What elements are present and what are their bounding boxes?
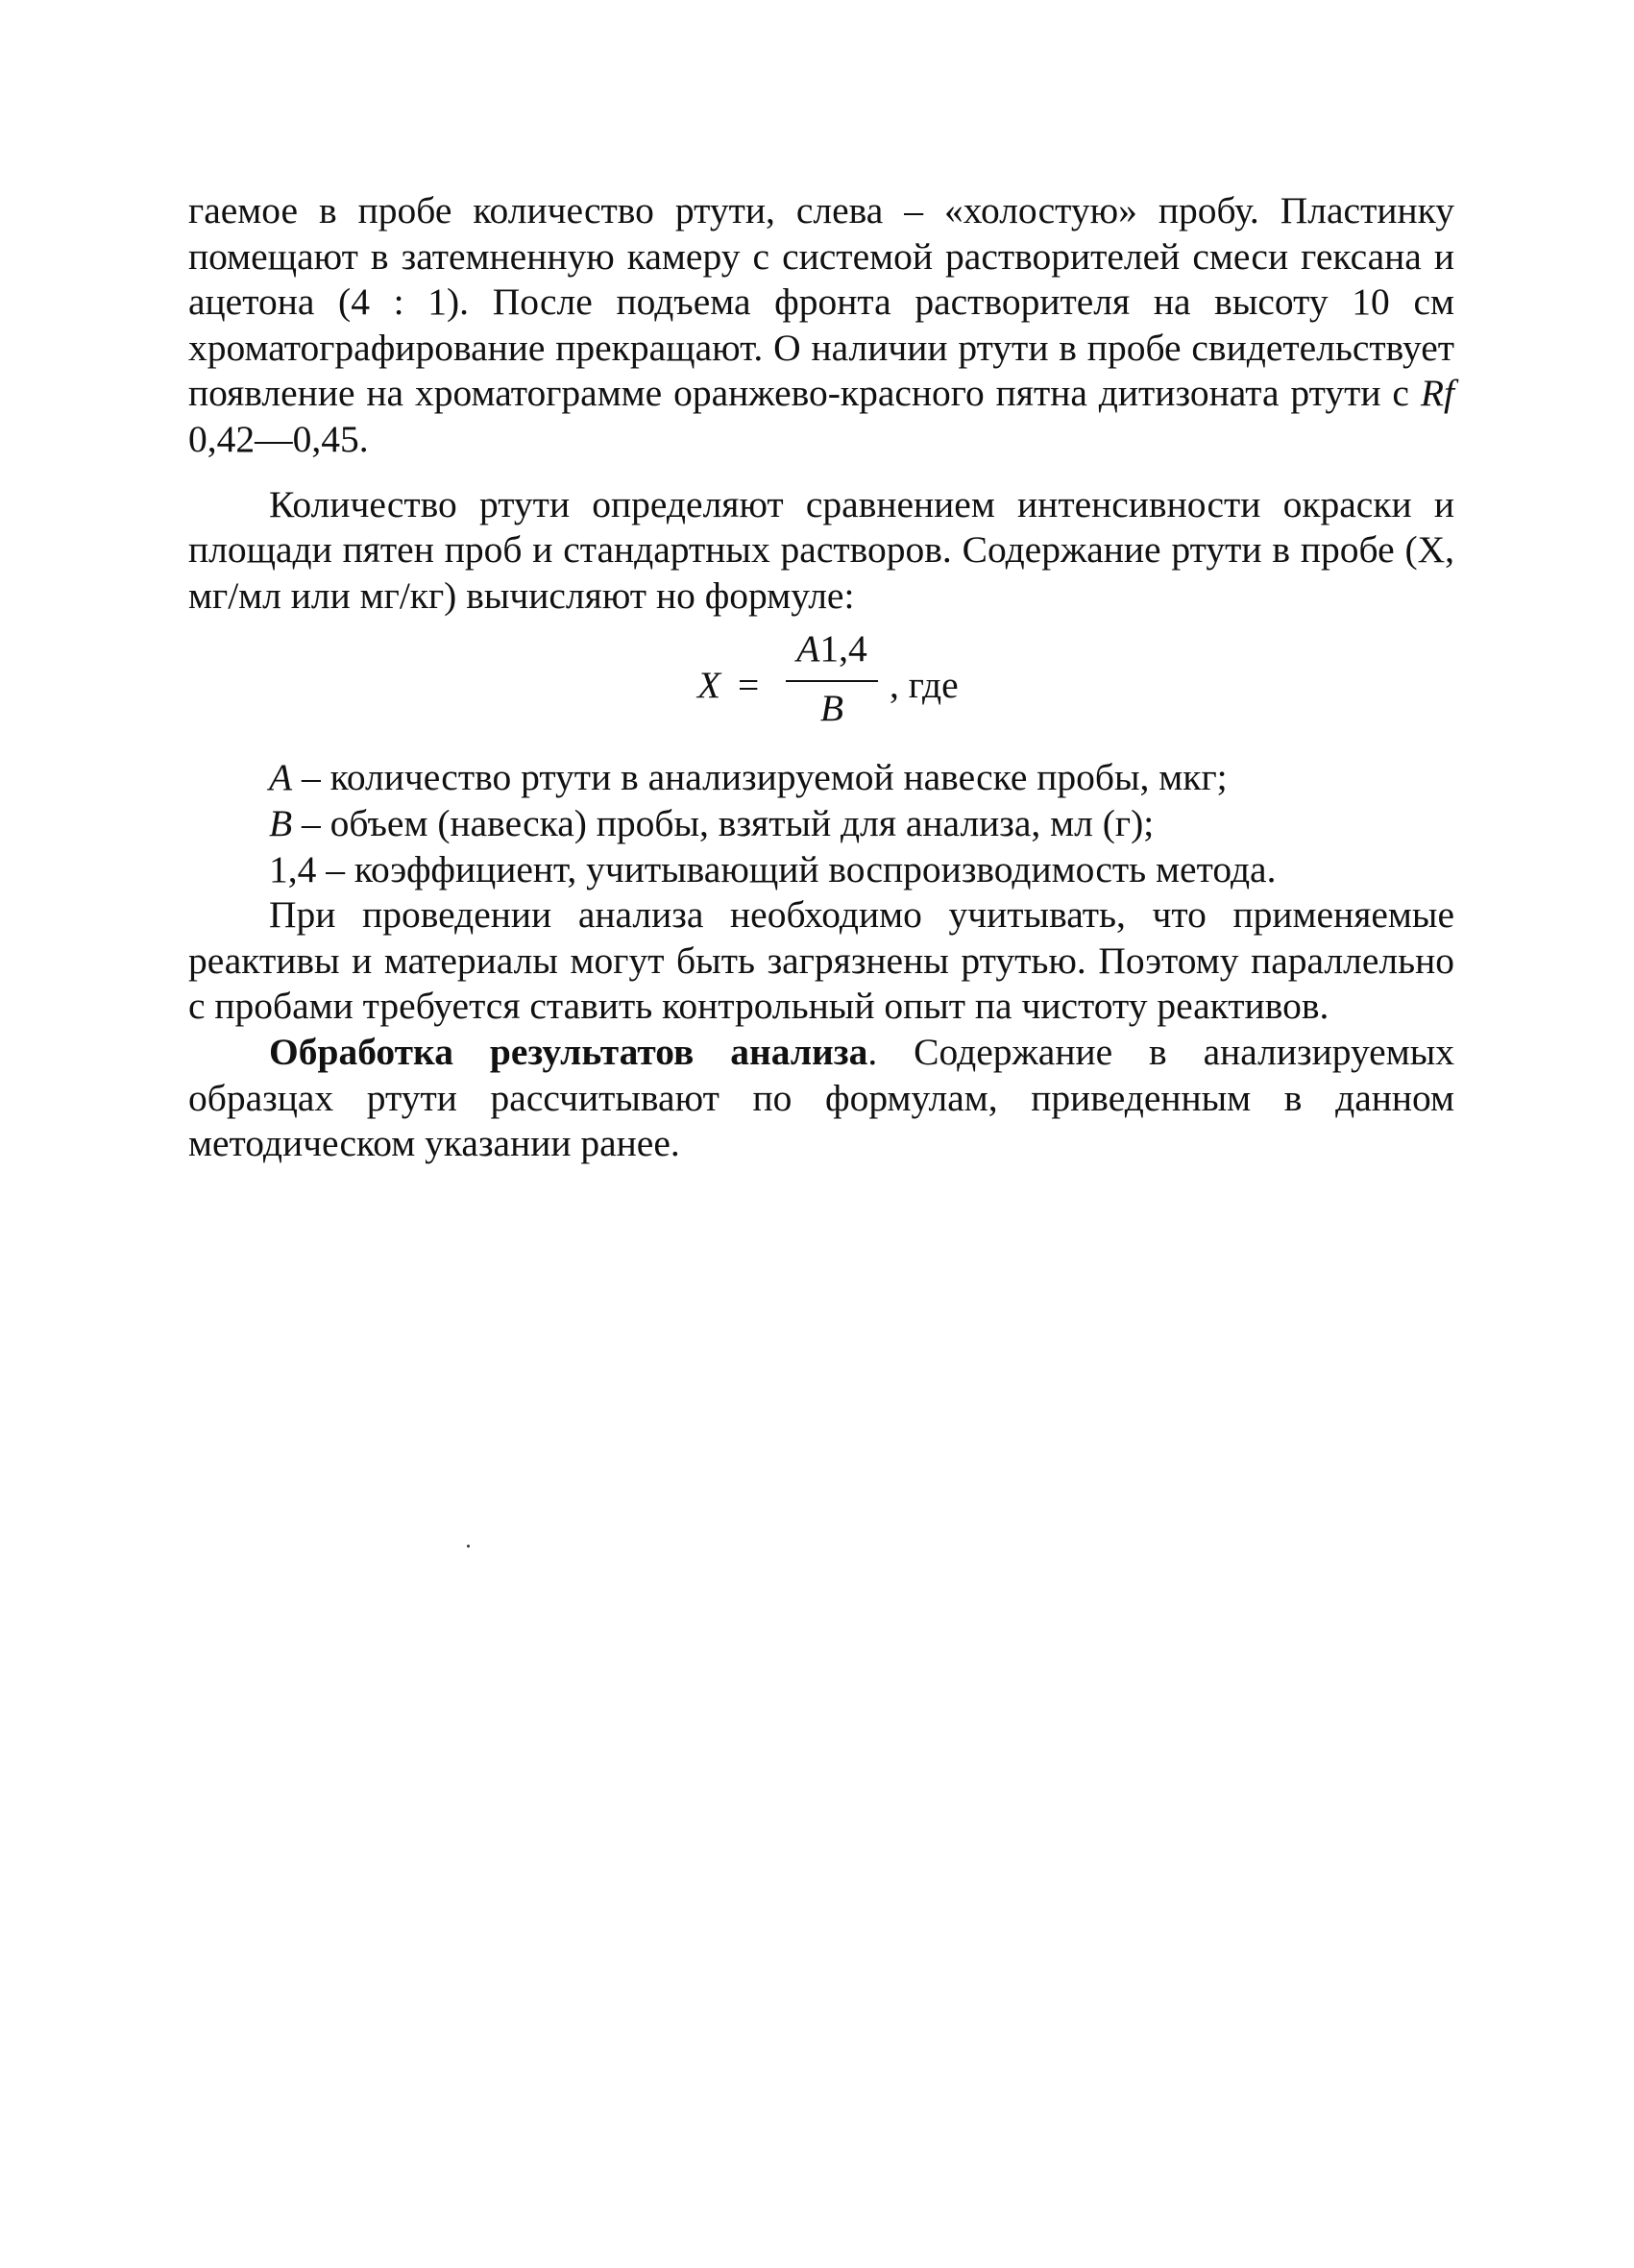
rf-symbol: Rf: [1420, 372, 1454, 415]
formula-block: [188, 624, 1454, 747]
definition-a: [188, 755, 1454, 801]
rf-value: 0,42—0,45.: [188, 417, 369, 460]
definition-coef-text: – коэффициент, учитывающий воспроизводимость метода.: [316, 847, 1277, 890]
fraction-bar: [786, 680, 878, 682]
document-page: [188, 188, 1454, 1167]
results-text: . Содержание в анализируемых образцах ртути рассчитывают по формулам, приведенным в данном методическом указании ранее.: [188, 1030, 1454, 1165]
definition-a-text: – количество ртути в анализируемой навеске пробы, мкг;: [292, 756, 1228, 799]
definition-b-text: – объем (навеска) пробы, взятый для анализа, мл (г);: [292, 801, 1155, 844]
results-heading: Обработка результатов анализа: [269, 1030, 868, 1073]
definition-b-symbol: B: [269, 801, 293, 844]
formula-denominator: B: [819, 687, 844, 730]
definition-b: [188, 801, 1454, 847]
paragraph-chromatography-text: гаемое в пробе количество ртути, слева – «холостую» пробу. Пластинку помещают в затемненную камеру с системой растворителей смеси гексана и ацетона (4 : 1). После подъема фронта растворителя на высоту 10 см хроматографирование прекращают. О наличии ртути в пробе свидетельствует появление на хроматограмме оранжево-красного пятна дитизоната ртути с: [188, 189, 1454, 415]
paragraph-control: При проведении анализа необходимо учитывать, что применяемые реактивы и материалы могут быть загрязнены ртутью. Поэтому параллельно с пробами требуется ставить контрольный опыт па чистоту реактивов.: [188, 893, 1454, 1028]
formula-equals: =: [738, 664, 760, 707]
definition-coef-symbol: 1,4: [269, 847, 317, 890]
paragraph-chromatography: [188, 188, 1454, 463]
definition-a-symbol: A: [269, 756, 293, 799]
formula-num-var: A: [796, 627, 820, 671]
formula-lhs: X: [697, 664, 721, 707]
definition-coef: [188, 847, 1454, 893]
paragraph-quantification: Количество ртути определяют сравнением интенсивности окраски и площади пятен проб и стандартных растворов. Содержание ртути в пробе (X, мг/мл или мг/кг) вычисляют но формуле:: [188, 482, 1454, 617]
formula-fraction: [782, 624, 882, 747]
formula: [697, 624, 1005, 747]
formula-numerator: [782, 626, 882, 672]
scan-speck: [467, 1545, 470, 1548]
formula-tail: , где: [890, 664, 959, 707]
paragraph-results: [188, 1030, 1454, 1167]
formula-num-coef: 1,4: [819, 627, 867, 671]
